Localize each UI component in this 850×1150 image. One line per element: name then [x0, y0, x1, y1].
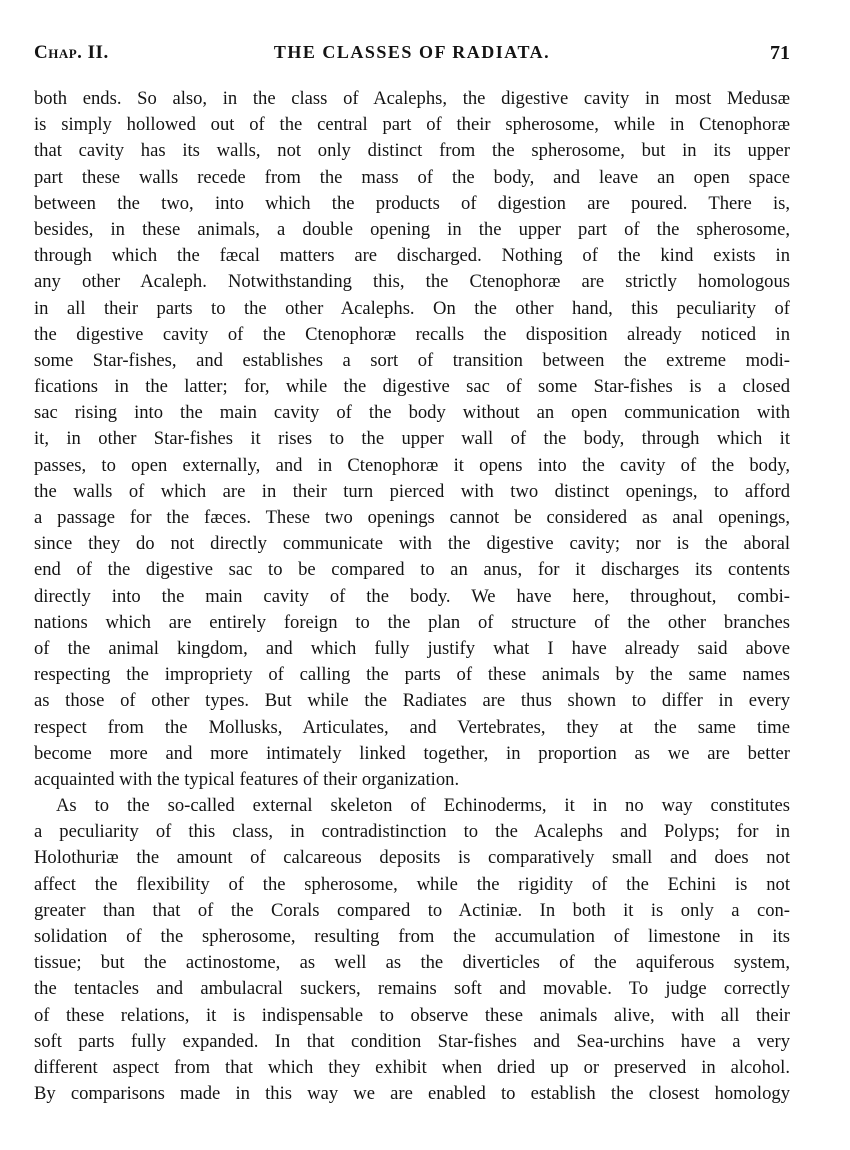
- text-line: tissue; but the actinostome, as well as the diverticles of the aquiferous system,: [34, 952, 790, 974]
- text-line: As to the so-called external skeleton of Echinoderms, it in no way constitutes: [56, 795, 790, 817]
- text-line: of these relations, it is indispensable to observe these animals alive, with all their: [34, 1004, 790, 1026]
- text-line: solidation of the spherosome, resulting from the accumulation of limestone in its: [34, 926, 790, 947]
- text-line: passes, to open externally, and in Ctenophoræ it opens into the cavity of the body,: [34, 454, 790, 476]
- text-line: different aspect from that which they exhibit when dried up or preserved in alcohol.: [34, 1056, 790, 1078]
- text-line: besides, in these animals, a double opening in the upper part of the spherosome,: [34, 218, 790, 240]
- text-line: a passage for the fæces. These two openings cannot be considered as anal openings,: [34, 507, 790, 528]
- text-line: become more and more intimately linked together, in proportion as we are better: [34, 742, 790, 764]
- text-line: is simply hollowed out of the central part of their spherosome, while in Ctenophoræ: [34, 114, 790, 136]
- running-head: [34, 34, 790, 64]
- page-header-title: THE CLASSES OF RADIATA.: [273, 42, 551, 62]
- text-line: Holothuriæ the amount of calcareous deposits is comparatively small and does not: [34, 847, 790, 869]
- body-text: [34, 86, 790, 1107]
- page-number: 71: [770, 42, 790, 64]
- text-line: fications in the latter; for, while the digestive sac of some Star-fishes is a closed: [34, 376, 790, 398]
- text-line: sac rising into the main cavity of the body without an open communication with: [34, 402, 790, 424]
- text-line: soft parts fully expanded. In that condition Star-fishes and Sea-urchins have a very: [34, 1030, 790, 1052]
- text-line: some Star-fishes, and establishes a sort of transition between the extreme modi-: [34, 349, 790, 371]
- text-line: nations which are entirely foreign to the plan of structure of the other branches: [34, 611, 790, 633]
- text-line: the digestive cavity of the Ctenophoræ recalls the disposition already noticed in: [34, 323, 790, 345]
- paragraph: [34, 86, 790, 793]
- text-line: a peculiarity of this class, in contradistinction to the Acalephs and Polyps; for in: [34, 821, 790, 843]
- text-line: it, in other Star-fishes it rises to the upper wall of the body, through which it: [34, 428, 790, 450]
- text-line: acquainted with the typical features of their organization.: [34, 768, 460, 790]
- text-line: directly into the main cavity of the body. We have here, throughout, combi-: [34, 585, 790, 607]
- chapter-label: Chap. II.: [34, 42, 109, 63]
- text-line: between the two, into which the products of digestion are poured. There is,: [34, 192, 790, 214]
- text-line: that cavity has its walls, not only distinct from the spherosome, but in its upper: [34, 140, 790, 162]
- text-line: end of the digestive sac to be compared to an anus, for it discharges its contents: [34, 559, 790, 581]
- text-line: since they do not directly communicate with the digestive cavity; nor is the aboral: [34, 533, 790, 555]
- text-line: the walls of which are in their turn pierced with two distinct openings, to afford: [34, 480, 790, 502]
- text-line: any other Acaleph. Notwithstanding this, the Ctenophoræ are strictly homologous: [34, 271, 790, 293]
- paragraph: [34, 793, 790, 1107]
- text-line: both ends. So also, in the class of Acalephs, the digestive cavity in most Medusæ: [34, 88, 790, 109]
- text-line: affect the flexibility of the spherosome, while the rigidity of the Echini is not: [34, 873, 790, 895]
- text-line: of the animal kingdom, and which fully justify what I have already said above: [34, 637, 790, 659]
- text-line: as those of other types. But while the Radiates are thus shown to differ in every: [34, 690, 790, 712]
- text-line: greater than that of the Corals compared to Actiniæ. In both it is only a con-: [34, 899, 790, 921]
- text-line: in all their parts to the other Acalephs. On the other hand, this peculiarity of: [34, 297, 790, 319]
- text-line: respecting the impropriety of calling the parts of these animals by the same names: [34, 664, 790, 686]
- text-line: the tentacles and ambulacral suckers, remains soft and movable. To judge correctly: [34, 978, 790, 1000]
- text-line: part these walls recede from the mass of the body, and leave an open space: [34, 166, 790, 188]
- text-line: respect from the Mollusks, Articulates, and Vertebrates, they at the same time: [34, 716, 790, 738]
- text-line: By comparisons made in this way we are enabled to establish the closest homology: [34, 1083, 790, 1105]
- text-line: through which the fæcal matters are discharged. Nothing of the kind exists in: [34, 245, 790, 267]
